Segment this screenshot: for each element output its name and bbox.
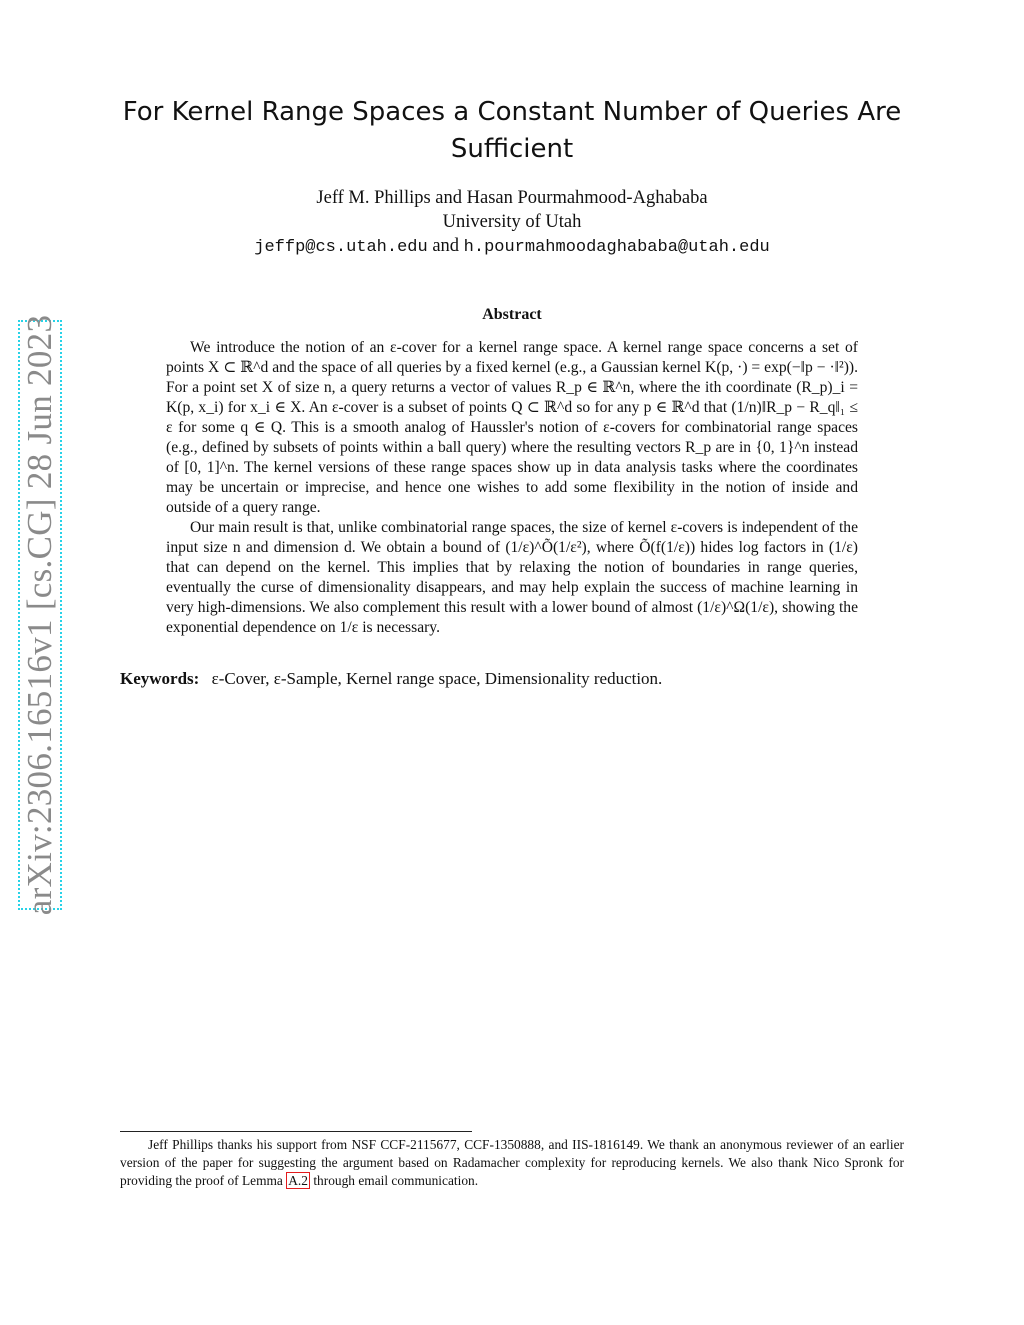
arxiv-identifier: arXiv:2306.16516v1 [cs.CG] 28 Jun 2023	[20, 314, 59, 916]
paper-title: For Kernel Range Spaces a Constant Number of Queries Are Sufficient	[122, 97, 902, 164]
abstract-body	[166, 338, 858, 638]
email-link-1[interactable]: jeffp@cs.utah.edu	[254, 238, 428, 257]
footnote-divider	[120, 1131, 472, 1132]
lemma-reference-link[interactable]: A.2	[288, 1173, 308, 1188]
abstract-paragraph-2: Our main result is that, unlike combinatorial range spaces, the size of kernel ε-covers is independent of the input size n and dimension d. We obtain a bound of (1/ε)^Õ(1/ε²), where Õ(f(1/ε)) hides log factors in (1/ε) that can depend on the kernel. This implies that by relaxing the notion of boundaries in range queries, eventually the curse of dimensionality disappears, and may help explain the success of machine learning in very high-dimensions. We also complement this result with a lower bound of almost (1/ε)^Ω(1/ε), showing the exponential dependence on 1/ε is necessary.	[166, 519, 858, 636]
author-names: Jeff M. Phillips and Hasan Pourmahmood-Aghababa	[316, 188, 708, 208]
keywords-list: ε-Cover, ε-Sample, Kernel range space, Dimensionality reduction.	[211, 669, 663, 688]
abstract-heading: Abstract	[482, 306, 542, 323]
footnote-text-end: through email communication.	[313, 1173, 479, 1188]
footnote-text: Jeff Phillips thanks his support from NSF CCF-2115677, CCF-1350888, and IIS-1816149. We thank an anonymous reviewer of an earlier version of the paper for suggesting the argument based on Radamacher complexity for reproducing kernels. We also thank Nico Spronk for providing the proof of Lemma	[120, 1137, 904, 1188]
arxiv-identifier-box	[18, 314, 62, 916]
footnote	[120, 1136, 904, 1190]
abstract-paragraph-1: We introduce the notion of an ε-cover for a kernel range space. A kernel range space concerns a set of points X ⊂ ℝ^d and the space of all queries by a fixed kernel (e.g., a Gaussian kernel K(p, ·) = exp(−‖p − ·‖²)). For a point set X of size n, a query returns a vector of values R_p ∈ ℝ^n, where the ith coordinate (R_p)_i = K(p, x_i) for x_i ∈ X. An ε-cover is a subset of points Q ⊂ ℝ^d so for any p ∈ ℝ^d that (1/n)‖R_p − R_q‖₁ ≤ ε for some q ∈ Q. This is a smooth analog of Haussler's notion of ε-covers for combinatorial range spaces (e.g., defined by subsets of points within a ball query) where the resulting vectors R_p are in {0, 1}^n instead of [0, 1]^n. The kernel versions of these range spaces show up in data analysis tasks where the coordinates may be uncertain or imprecise, and hence one wishes to add some flexibility in the notion of inside and outside of a query range.	[166, 339, 858, 516]
keywords-line	[120, 668, 904, 690]
keywords-label: Keywords:	[120, 669, 200, 688]
author-emails	[120, 234, 904, 260]
author-block	[120, 186, 904, 260]
email-joiner: and	[432, 236, 460, 256]
email-link-2[interactable]: h.pourmahmoodaghababa@utah.edu	[463, 238, 770, 257]
author-affiliation: University of Utah	[442, 212, 582, 232]
